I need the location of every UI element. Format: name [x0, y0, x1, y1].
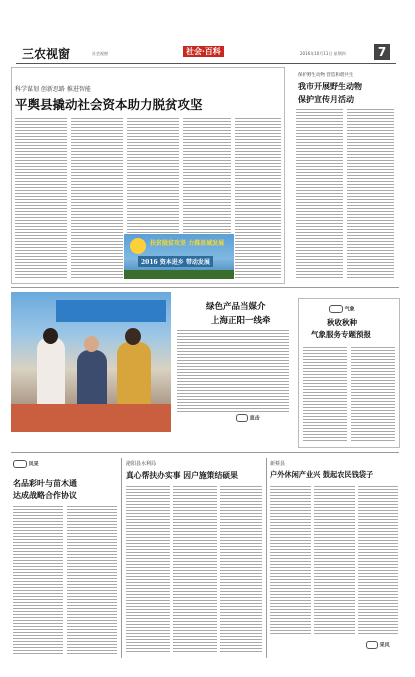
weather-body-col1 — [303, 347, 347, 442]
bottom-right-body-col1 — [270, 486, 311, 636]
right-article — [290, 67, 398, 282]
bottom-center-article — [124, 458, 264, 658]
bottom-center-body-col3 — [220, 486, 262, 654]
bottom-right-label-text: 采风 — [379, 642, 390, 649]
section-divider-2 — [11, 452, 399, 453]
bottom-left-body-col1 — [13, 506, 63, 654]
right-headline-2: 保护宣传月活动 — [298, 94, 354, 104]
banner-text-1: 扶贫脱贫攻坚 力推县域发展 — [150, 240, 225, 247]
column-rule-1 — [121, 458, 122, 658]
weather-label-row — [329, 305, 355, 313]
bottom-left-body-col2 — [67, 506, 117, 654]
bottom-left-article — [11, 458, 119, 658]
weather-label-icon — [329, 305, 343, 313]
masthead — [0, 42, 415, 64]
photo-table — [11, 404, 171, 432]
bottom-left-headline-2: 达成战略合作协议 — [13, 490, 77, 500]
bottom-center-body-col2 — [173, 486, 217, 654]
section-title: 三农视窗 — [22, 47, 71, 61]
photo-head-1 — [43, 328, 58, 344]
bottom-right-body-col2 — [314, 486, 355, 636]
column-rule-2 — [266, 458, 267, 658]
lead-banner-image — [124, 234, 234, 279]
right-headline-1: 我市开展野生动物 — [298, 81, 362, 91]
page-number: 7 — [374, 44, 390, 60]
bottom-right-headline: 户外休闲产业兴 鼓起农民钱袋子 — [270, 470, 374, 479]
weather-headline-2: 气象服务专题预报 — [311, 330, 371, 339]
bottom-left-label-row — [13, 460, 39, 468]
photo-story — [11, 292, 291, 442]
lead-body-col1 — [15, 118, 67, 278]
lead-body-col3 — [127, 118, 179, 233]
right-body-col2 — [347, 109, 394, 279]
lead-headline: 平舆县撬动社会资本助力脱贫攻坚 — [15, 97, 203, 112]
lead-body-col4 — [183, 118, 231, 233]
banner-sun-icon — [130, 238, 146, 254]
weather-headline-1: 秋收秋种 — [327, 318, 357, 327]
bottom-right-body-col3 — [358, 486, 398, 636]
photo-story-title-2: 上海正阳一线牵 — [211, 316, 271, 326]
masthead-date: 2016年10月11日 星期四 — [300, 51, 346, 56]
bottom-center-kicker: 泌阳县水利局 — [126, 461, 157, 467]
bottom-right-label-icon — [366, 641, 378, 649]
lead-body-col2 — [71, 118, 123, 278]
banner-text-2: 2016 资本进乡 带动发展 — [138, 256, 213, 267]
bottom-right-label-row — [366, 641, 390, 649]
bottom-left-label-icon — [13, 460, 27, 468]
lead-body-col5 — [235, 118, 281, 278]
photo-head-3 — [125, 328, 141, 345]
photo-story-label-text: 直击 — [249, 415, 260, 422]
bottom-center-body-col1 — [126, 486, 170, 654]
paper-name: 社会·百科 — [183, 46, 224, 57]
bottom-left-label-text: 风采 — [28, 461, 39, 468]
weather-label-text: 气象 — [344, 306, 355, 313]
bottom-right-article — [268, 458, 400, 658]
photo-story-title-1: 绿色产品当媒介 — [206, 302, 266, 312]
masthead-rule — [16, 63, 396, 64]
banner-ground — [124, 270, 234, 279]
bottom-right-kicker: 新蔡县 — [270, 461, 286, 467]
lead-kicker: 科学谋划 创新思路 推进智能 — [15, 86, 91, 93]
section-divider-1 — [11, 287, 399, 288]
label-icon — [236, 414, 248, 422]
photo-backdrop-banner — [56, 300, 166, 322]
photo-story-body — [177, 330, 289, 412]
lead-article — [11, 67, 285, 284]
bottom-left-headline-1: 名品彩叶与苗木通 — [13, 478, 77, 488]
photo-story-label — [236, 414, 260, 422]
right-kicker: 保护野生动物 营造和谐共生 — [298, 73, 354, 78]
weather-body-col2 — [351, 347, 395, 442]
bottom-center-headline: 真心帮扶办实事 因户施策结硕果 — [126, 471, 238, 480]
weather-box — [298, 298, 400, 448]
right-body-col1 — [296, 109, 343, 279]
masthead-small-text: 社会视窗 — [92, 51, 108, 56]
news-photo — [11, 292, 171, 432]
photo-head-2 — [84, 336, 99, 352]
